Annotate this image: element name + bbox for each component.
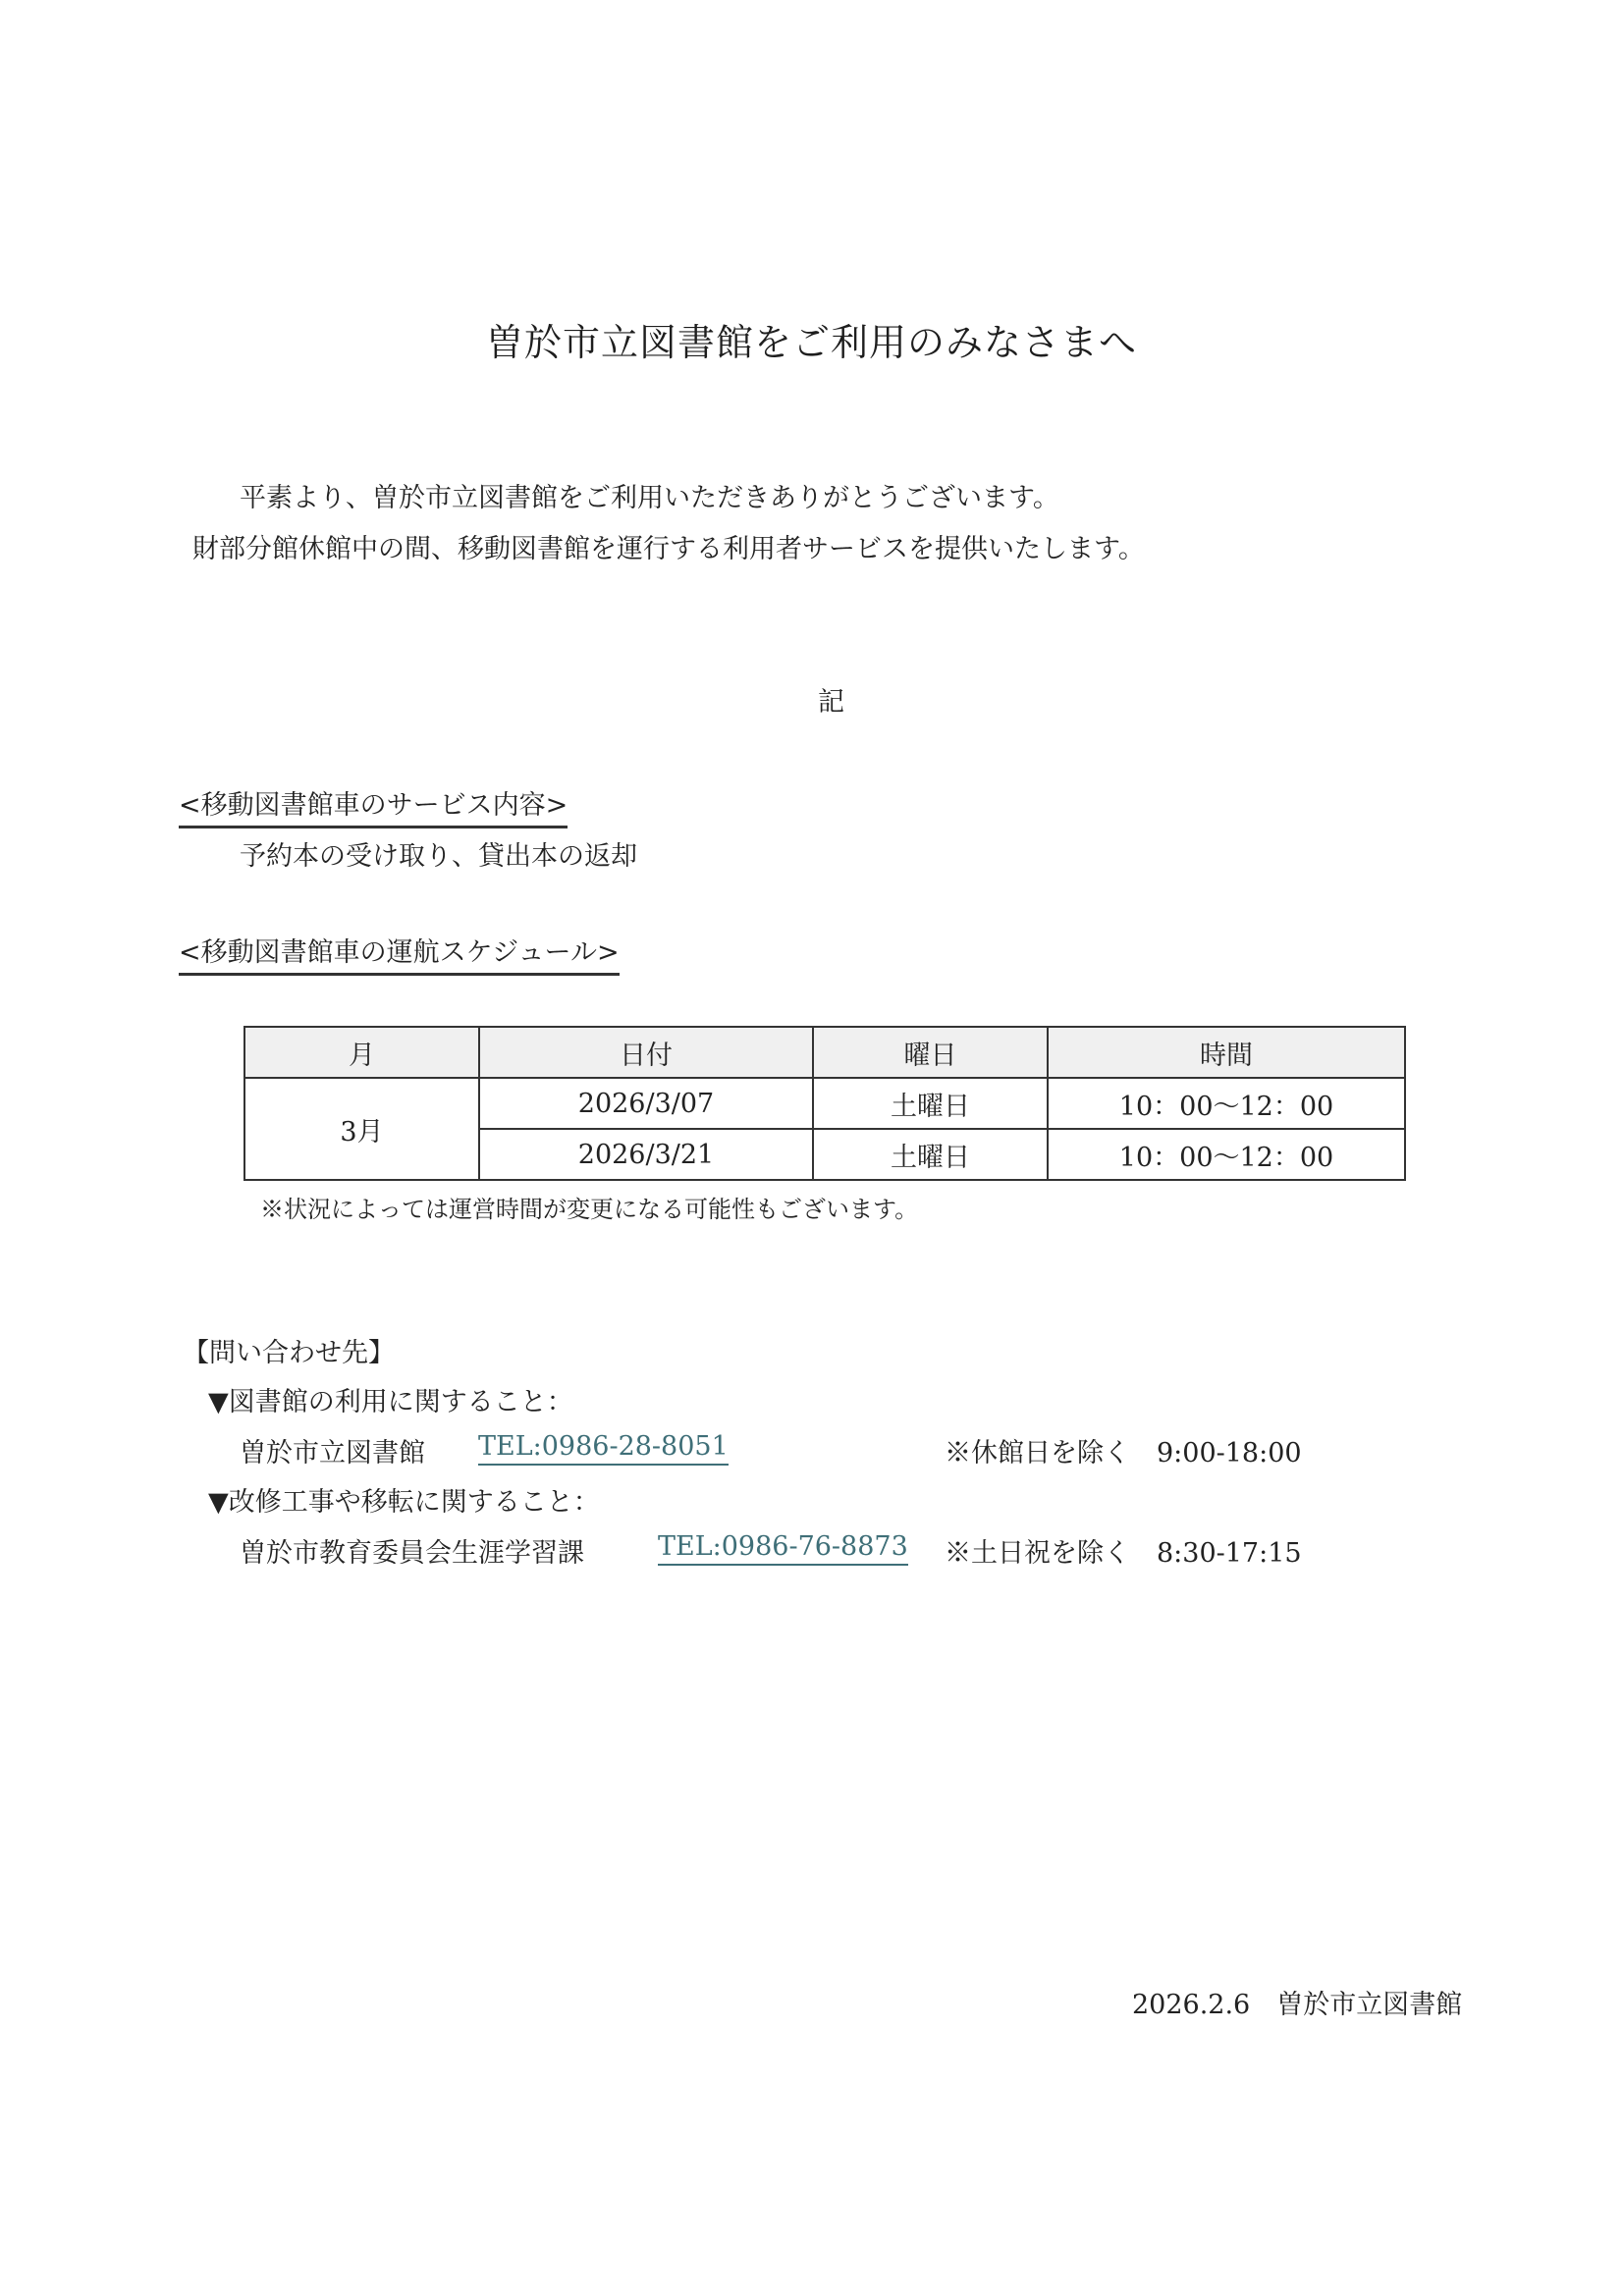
education-board-hours: ※土日祝を除く 8:30-17:15 xyxy=(945,1538,1302,1569)
table-row xyxy=(244,1078,1405,1129)
schedule-table xyxy=(243,1026,1406,1181)
service-content: 予約本の受け取り、貸出本の返却 xyxy=(240,841,637,872)
contact-heading: 【問い合わせ先】 xyxy=(183,1338,395,1368)
intro-line-2: 財部分館休館中の間、移動図書館を運行する利用者サービスを提供いたします。 xyxy=(192,534,1145,564)
intro-line-1: 平素より、曽於市立図書館をご利用いただきありがとうございます。 xyxy=(240,483,1059,513)
contact-name-education-board: 曽於市教育委員会生涯学習課 xyxy=(240,1538,584,1569)
contact-name-library: 曽於市立図書館 xyxy=(240,1438,425,1468)
education-board-phone-link[interactable]: TEL:0986-76-8873 xyxy=(658,1531,908,1566)
column-header-date: 日付 xyxy=(479,1027,813,1078)
library-phone-link[interactable]: TEL:0986-28-8051 xyxy=(478,1431,729,1466)
date-cell: 2026/3/07 xyxy=(479,1078,813,1129)
document-title: 曽於市立図書館をご利用のみなさまへ xyxy=(485,321,1137,364)
column-header-weekday: 曜日 xyxy=(813,1027,1048,1078)
month-cell: 3月 xyxy=(244,1078,479,1180)
ki-marker: 記 xyxy=(818,687,844,718)
schedule-heading: <移動図書館車の運航スケジュール> xyxy=(179,931,620,976)
weekday-cell: 土曜日 xyxy=(813,1129,1048,1180)
footer-date-signature: 2026.2.6 曽於市立図書館 xyxy=(1132,1990,1463,2020)
library-hours: ※休館日を除く 9:00-18:00 xyxy=(945,1438,1302,1468)
contact-topic-renovation: ▼改修工事や移転に関すること： xyxy=(208,1487,600,1518)
table-header-row xyxy=(244,1027,1405,1078)
service-heading: <移動図書館車のサービス内容> xyxy=(179,783,568,828)
column-header-time: 時間 xyxy=(1048,1027,1405,1078)
date-cell: 2026/3/21 xyxy=(479,1129,813,1180)
contact-topic-library: ▼図書館の利用に関すること： xyxy=(208,1387,573,1417)
weekday-cell: 土曜日 xyxy=(813,1078,1048,1129)
column-header-month: 月 xyxy=(244,1027,479,1078)
time-cell: 10：00〜12：00 xyxy=(1048,1129,1405,1180)
schedule-note: ※状況によっては運営時間が変更になる可能性もございます。 xyxy=(260,1196,919,1223)
time-cell: 10：00〜12：00 xyxy=(1048,1078,1405,1129)
